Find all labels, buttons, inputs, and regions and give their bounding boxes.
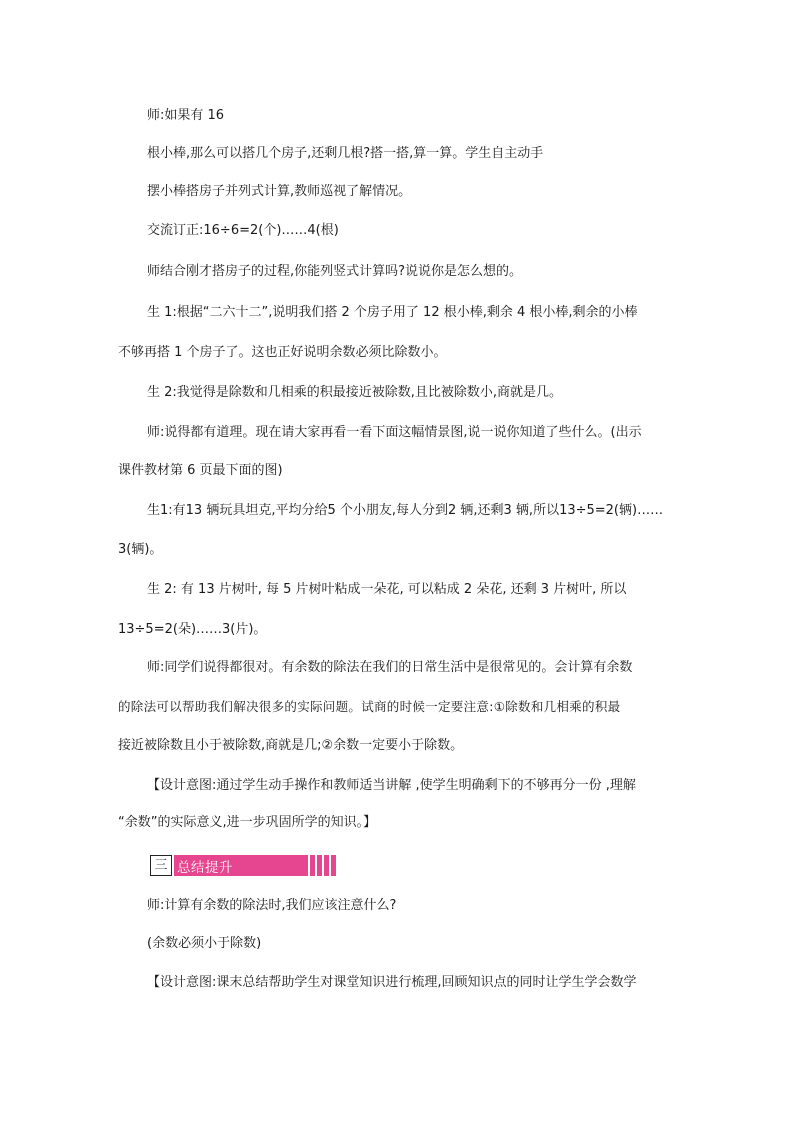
section-title: 总结提升	[177, 859, 233, 876]
text-line: “余数”的实际意义,进一步巩固所学的知识。】	[118, 815, 377, 830]
text-line: 生1:有13 辆玩具坦克,平均分给5 个小朋友,每人分到2 辆,还剩3 辆,所以13÷5=2(辆)……	[147, 503, 664, 518]
text-line: 接近被除数且小于被除数,商就是几;②余数一定要小于除数。	[118, 738, 464, 753]
text-line: (余数必须小于除数)	[147, 936, 262, 951]
text-line: 不够再搭 1 个房子了。这也正好说明余数必须比除数小。	[118, 345, 447, 360]
text-line: 生 2:我觉得是除数和几相乘的积最接近被除数,且比被除数小,商就是几。	[147, 385, 563, 400]
section-heading	[150, 855, 338, 876]
section-bar	[174, 855, 338, 876]
text-line: 师结合刚才搭房子的过程,你能列竖式计算吗?说说你是怎么想的。	[147, 264, 523, 279]
text-line: 课件教材第 6 页最下面的图)	[118, 463, 283, 478]
text-line: 师:如果有 16	[147, 108, 225, 123]
decorative-stripes	[308, 855, 338, 876]
text-line: 摆小棒搭房子并列式计算,教师巡视了解情况。	[147, 184, 412, 199]
text-line: 生 1:根据“二六十二”,说明我们搭 2 个房子用了 12 根小棒,剩余 4 根小棒,剩余的小棒	[147, 305, 638, 320]
text-line: 的除法可以帮助我们解决很多的实际问题。试商的时候一定要注意:①除数和几相乘的积最	[118, 699, 621, 714]
text-line: 交流订正:16÷6=2(个)……4(根)	[147, 223, 339, 238]
text-line: 生 2: 有 13 片树叶, 每 5 片树叶粘成一朵花, 可以粘成 2 朵花, 还剩 3 片树叶, 所以	[147, 582, 627, 597]
text-line: 3(辆)。	[118, 542, 163, 557]
text-line: 【设计意图:通过学生动手操作和教师适当讲解 ,使学生明确剩下的不够再分一份 ,理解	[147, 778, 636, 793]
text-line: 【设计意图:课末总结帮助学生对课堂知识进行梳理,回顾知识点的同时让学生学会数学	[147, 975, 637, 990]
text-line: 师:说得都有道理。现在请大家再看一看下面这幅情景图,说一说你知道了些什么。(出示	[147, 425, 642, 440]
text-line: 师:同学们说得都很对。有余数的除法在我们的日常生活中是很常见的。会计算有余数	[147, 660, 633, 675]
section-number: 三	[150, 855, 172, 876]
text-line: 师:计算有余数的除法时,我们应该注意什么?	[147, 898, 397, 913]
text-line: 根小棒,那么可以搭几个房子,还剩几根?搭一搭,算一算。学生自主动手	[147, 146, 544, 161]
text-line: 13÷5=2(朵)……3(片)。	[118, 622, 267, 637]
